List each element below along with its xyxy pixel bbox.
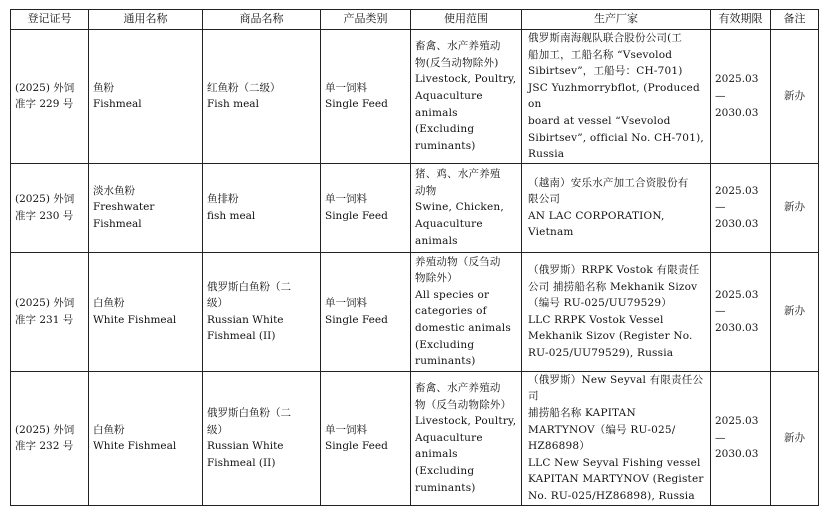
generic-name-cn: 鱼粉 [93,81,114,94]
scope-line: Swine, Chicken, [415,201,504,214]
generic-name-en: Fishmeal [93,98,142,111]
manufacturer-line: （俄罗斯）RRPK Vostok 有限责任 [528,263,700,276]
header-reg-no: 登记证号 [11,10,89,30]
remark-cell: 新办 [771,252,819,371]
product-name-cell [203,252,321,371]
scope-line: 物(反刍动物除外) [415,56,499,69]
manufacturer-line: LLC New Seyval Fishing vessel [528,456,701,469]
product-name-line: 俄罗斯白鱼粉（二 [207,280,291,293]
header-scope: 使用范围 [411,10,522,30]
generic-name-cell [89,30,203,164]
scope-line: ruminants) [415,139,476,152]
category-cn: 单一饲料 [325,193,367,206]
validity-end: 2030.03 [715,106,759,119]
manufacturer-line: No. RU-025/HZ86898), Russia [528,489,695,502]
header-category: 产品类别 [321,10,411,30]
scope-line: 物（反刍动物除外） [415,398,512,411]
manufacturer-line: 俄罗斯南海舰队联合股份公司(工 [528,32,683,44]
scope-cell [411,371,522,505]
reg-no-line: 准字 232 号 [15,440,74,453]
product-name-cell [203,30,321,164]
manufacturer-line: AN LAC CORPORATION, [528,209,665,222]
scope-line: Aquaculture [415,431,483,444]
product-name-line: 级） [207,423,228,436]
scope-line: Livestock, Poultry, [415,73,517,86]
manufacturer-cell [522,252,711,371]
generic-name-cn: 白鱼粉 [93,297,125,310]
scope-line: Livestock, Poultry, [415,415,517,428]
category-cell [321,371,411,505]
generic-name-cell [89,371,203,505]
table-row [11,163,819,252]
category-cell [321,30,411,164]
validity-start: 2025.03— [715,415,759,444]
manufacturer-line: 捕捞船名称 KAPITAN [528,406,636,419]
scope-line: animals (Excluding [415,106,475,136]
validity-cell [711,371,771,505]
manufacturer-line: MARTYNOV（编号 RU-025/ [528,423,676,436]
registration-table-container [10,9,818,506]
category-cn: 单一饲料 [325,423,367,436]
category-cell [321,252,411,371]
reg-no-cell [11,252,89,371]
registration-table [10,9,819,506]
product-name-line: 鱼排粉 [207,193,239,206]
remark-cell: 新办 [771,30,819,164]
manufacturer-line: RU-025/UU79529), Russia [528,346,674,359]
scope-line: 畜禽、水产养殖动 [415,40,501,53]
manufacturer-line: （编号 RU-025/UU79529） [528,297,672,310]
reg-no-line: (2025) 外饲 [15,423,75,436]
remark-cell: 新办 [771,163,819,252]
manufacturer-line: KAPITAN MARTYNOV (Register [528,473,704,486]
validity-end: 2030.03 [715,218,759,231]
product-name-line: Russian White [207,440,284,453]
manufacturer-line: Mekhanik Sizov (Register No. [528,330,693,343]
scope-line: domestic animals [415,322,511,335]
category-en: Single Feed [325,440,388,453]
validity-cell [711,252,771,371]
scope-line: categories of [415,305,487,318]
header-row [11,10,819,30]
validity-start: 2025.03— [715,73,759,103]
scope-line: Aquaculture [415,218,483,231]
scope-line: Aquaculture [415,90,483,103]
manufacturer-cell [522,30,711,164]
scope-line: animals (Excluding [415,448,475,478]
scope-line: ruminants) [415,355,476,368]
reg-no-cell [11,30,89,164]
scope-cell [411,163,522,252]
generic-name-cn: 淡水鱼粉 [93,184,135,197]
generic-name-cell [89,163,203,252]
scope-cell [411,252,522,371]
category-cell [321,163,411,252]
header-manufacturer: 生产厂家 [522,10,711,30]
reg-no-line: (2025) 外饲 [15,193,75,206]
validity-end: 2030.03 [715,322,759,335]
scope-line: (Excluding [415,338,475,351]
manufacturer-line: 船加工，工船名称 “Vsevolod [528,48,673,61]
generic-name-cell [89,252,203,371]
manufacturer-line: Vietnam [528,226,574,239]
product-name-line: 红鱼粉（二级） [207,81,281,94]
scope-line: 猪、鸡、水产养殖 [415,168,501,181]
manufacturer-line: HZ86898） [528,440,590,453]
reg-no-cell [11,371,89,505]
reg-no-line: 准字 230 号 [15,209,74,222]
manufacturer-line: Sibirtsev”, official No. CH-701), [528,131,704,144]
scope-line: animals [415,234,458,247]
validity-end: 2030.03 [715,448,759,461]
header-product-name: 商品名称 [203,10,321,30]
header-validity: 有效期限 [711,10,771,30]
product-name-line: fish meal [207,209,256,222]
validity-cell [711,163,771,252]
scope-line: All species or [415,288,490,301]
manufacturer-line: 限公司 [528,193,561,206]
header-generic-name: 通用名称 [89,10,203,30]
product-name-line: 级） [207,297,228,310]
table-row [11,252,819,371]
validity-cell [711,30,771,164]
validity-start: 2025.03— [715,288,759,318]
manufacturer-line: 公司 捕捞船名称 Mekhanik Sizov [528,280,698,293]
product-name-line: Fishmeal (II) [207,330,276,343]
manufacturer-line: board at vessel “Vsevolod [528,114,671,127]
scope-line: 养殖动物（反刍动 [415,255,501,268]
product-name-line: Fishmeal (II) [207,456,276,469]
category-en: Single Feed [325,313,388,326]
scope-line: ruminants) [415,481,476,494]
product-name-line: Russian White [207,313,284,326]
manufacturer-cell [522,371,711,505]
manufacturer-cell [522,163,711,252]
category-cn: 单一饲料 [325,297,367,310]
table-row [11,30,819,164]
reg-no-line: (2025) 外饲 [15,81,75,94]
scope-line: 动物 [415,184,437,197]
manufacturer-line: LLC RRPK Vostok Vessel [528,313,664,326]
product-name-line: Fish meal [207,98,259,111]
manufacturer-line: JSC Yuzhmorrybflot, (Produced on [528,81,700,111]
reg-no-line: 准字 231 号 [15,313,74,326]
generic-name-cn: 白鱼粉 [93,423,125,436]
reg-no-line: (2025) 外饲 [15,297,75,310]
generic-name-en: White Fishmeal [93,313,177,326]
remark-cell: 新办 [771,371,819,505]
header-remark: 备注 [771,10,819,30]
manufacturer-line: （越南）安乐水产加工合资股份有 [528,176,689,189]
manufacturer-line: Russia [528,148,565,161]
manufacturer-line: （俄罗斯）New Seyval 有限责任公司 [528,373,704,403]
reg-no-cell [11,163,89,252]
category-en: Single Feed [325,209,388,222]
scope-line: 物除外） [415,272,458,285]
generic-name-en: Freshwater Fishmeal [93,201,155,231]
scope-cell [411,30,522,164]
manufacturer-line: Sibirtsev”，工船号：CH-701) [528,65,683,78]
product-name-cell [203,371,321,505]
table-row [11,371,819,505]
validity-start: 2025.03— [715,184,759,214]
product-name-line: 俄罗斯白鱼粉（二 [207,406,291,419]
category-en: Single Feed [325,98,388,111]
product-name-cell [203,163,321,252]
scope-line: 畜禽、水产养殖动 [415,382,501,395]
category-cn: 单一饲料 [325,81,367,94]
reg-no-line: 准字 229 号 [15,98,74,111]
generic-name-en: White Fishmeal [93,440,177,453]
